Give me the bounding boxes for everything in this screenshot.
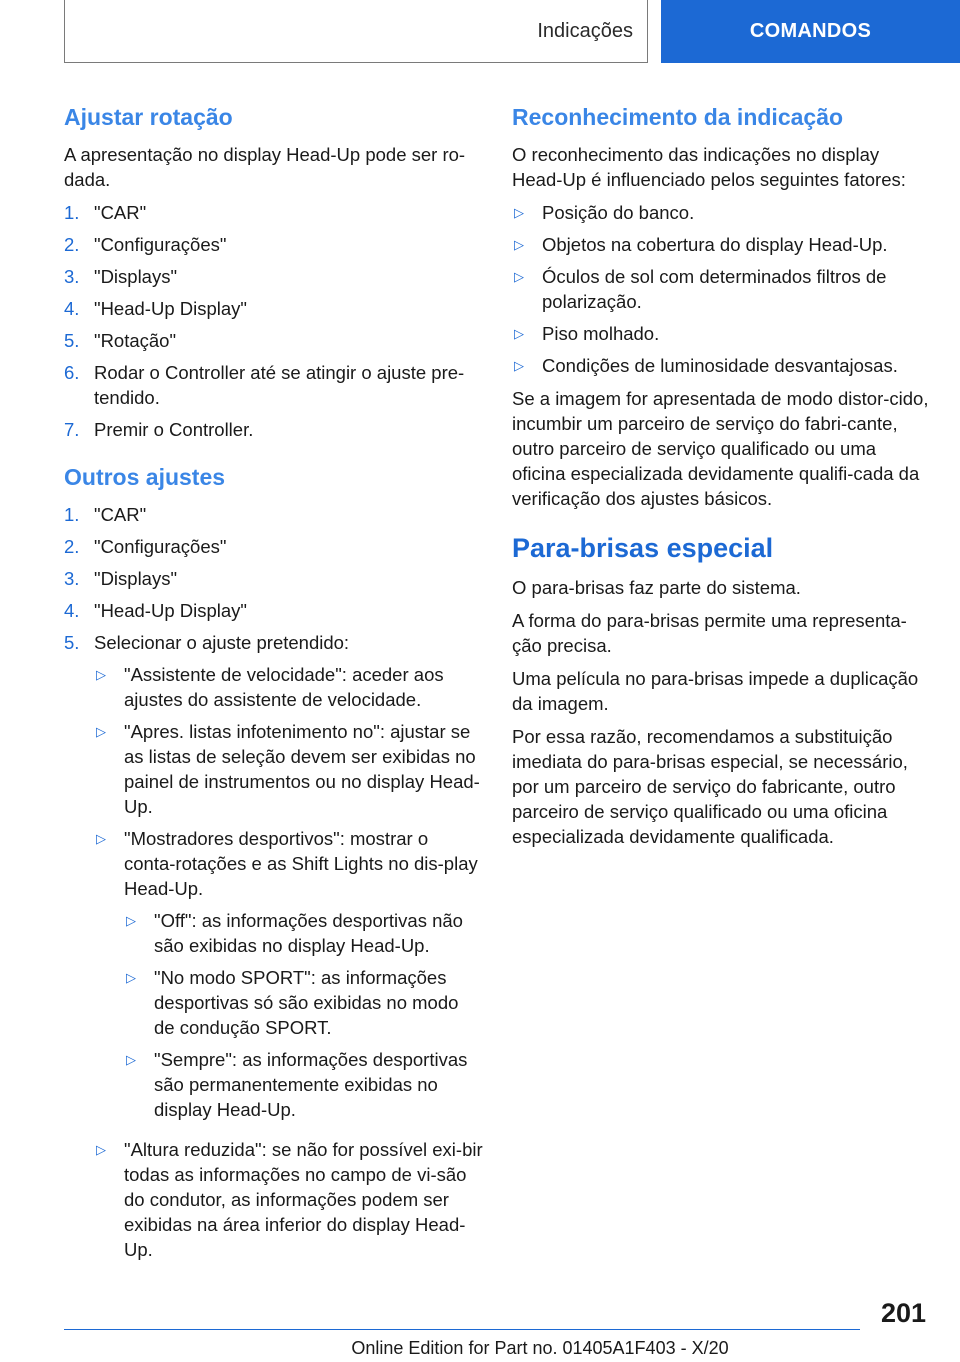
option-body bbox=[124, 826, 484, 1130]
footer-divider bbox=[64, 1329, 860, 1330]
list-item bbox=[124, 965, 484, 1040]
sport-options-list bbox=[124, 908, 484, 1122]
step-number: 2. bbox=[64, 234, 80, 255]
rotation-steps bbox=[64, 200, 484, 442]
other-settings-steps bbox=[64, 502, 484, 1270]
step-number: 6. bbox=[64, 362, 80, 383]
step-number: 3. bbox=[64, 266, 80, 287]
step-text: Premir o Controller. bbox=[94, 419, 254, 440]
factor-text: Óculos de sol com determinados filtros de polarização. bbox=[542, 266, 887, 312]
list-item bbox=[512, 353, 930, 378]
option-text: "Mostradores desportivos": mostrar o conta-rotações e as Shift Lights no dis-play Head-Up. bbox=[124, 828, 478, 899]
windshield-paragraph: A forma do para-brisas permite uma representa-ção precisa. bbox=[512, 610, 907, 656]
step-number: 2. bbox=[64, 536, 80, 557]
recognition-factors bbox=[512, 200, 930, 378]
step-number: 5. bbox=[64, 330, 80, 351]
option-text: "No modo SPORT": as informações desportivas só são exibidas no modo de condução SPORT. bbox=[154, 967, 459, 1038]
list-item bbox=[94, 662, 484, 712]
step-text: "Displays" bbox=[94, 266, 178, 287]
rotation-step bbox=[64, 264, 484, 289]
list-item bbox=[512, 200, 930, 225]
page-number: 201 bbox=[880, 1298, 926, 1328]
option-text: "Apres. listas infotenimento no": ajustar se as listas de seleção devem ser exibidas no painel de instrumentos ou no display Head-Up. bbox=[124, 721, 480, 817]
list-item bbox=[124, 1047, 484, 1122]
rotation-intro: A apresentação no display Head-Up pode ser ro-dada. bbox=[64, 144, 466, 190]
option-text: "Sempre": as informações desportivas são permanentemente exibidas no display Head-Up. bbox=[154, 1049, 468, 1120]
triangle-right-icon: ▷ bbox=[96, 667, 106, 682]
step-text: Rodar o Controller até se atingir o ajuste pre-tendido. bbox=[94, 362, 465, 408]
header-section-tab bbox=[64, 0, 648, 63]
footer-edition: Online Edition for Part no. 01405A1F403 - X/20 bbox=[351, 1338, 729, 1358]
step-text: "Head-Up Display" bbox=[94, 298, 247, 319]
step-number: 4. bbox=[64, 600, 80, 621]
list-item bbox=[512, 232, 930, 257]
triangle-right-icon: ▷ bbox=[514, 205, 524, 220]
recognition-intro: O reconhecimento das indicações no display Head-Up é influenciado pelos seguintes fatores: bbox=[512, 144, 906, 190]
step-number: 1. bbox=[64, 202, 80, 223]
step-text: "Configurações" bbox=[94, 234, 227, 255]
triangle-right-icon: ▷ bbox=[126, 913, 136, 928]
step-text: "Head-Up Display" bbox=[94, 600, 247, 621]
other-step bbox=[64, 502, 484, 527]
step-number: 1. bbox=[64, 504, 80, 525]
header-chapter-label: COMANDOS bbox=[749, 20, 872, 42]
other-step bbox=[64, 598, 484, 623]
other-step bbox=[64, 566, 484, 591]
rotation-step bbox=[64, 417, 484, 442]
factor-text: Condições de luminosidade desvantajosas. bbox=[542, 355, 898, 376]
header-chapter-tab bbox=[661, 0, 960, 63]
factor-text: Posição do banco. bbox=[542, 202, 695, 223]
right-column bbox=[512, 100, 930, 857]
step-number: 5. bbox=[64, 632, 80, 653]
left-column bbox=[64, 100, 484, 1278]
windshield-paragraph: Uma película no para-brisas impede a duplicação da imagem. bbox=[512, 668, 919, 714]
step-text: "Configurações" bbox=[94, 536, 227, 557]
triangle-right-icon: ▷ bbox=[96, 724, 106, 739]
triangle-right-icon: ▷ bbox=[514, 269, 524, 284]
step-text: "CAR" bbox=[94, 202, 147, 223]
step-text: "CAR" bbox=[94, 504, 147, 525]
rotation-step bbox=[64, 232, 484, 257]
windshield-heading: Para-brisas especial bbox=[512, 533, 774, 563]
step-number: 4. bbox=[64, 298, 80, 319]
option-text: "Off": as informações desportivas não são exibidas no display Head-Up. bbox=[154, 910, 463, 956]
rotation-step bbox=[64, 360, 484, 410]
step-text: "Rotação" bbox=[94, 330, 177, 351]
triangle-right-icon: ▷ bbox=[96, 1142, 106, 1157]
step-text: Selecionar o ajuste pretendido: bbox=[94, 632, 350, 653]
factor-text: Piso molhado. bbox=[542, 323, 660, 344]
list-item bbox=[512, 264, 930, 314]
other-step bbox=[64, 630, 484, 1270]
triangle-right-icon: ▷ bbox=[126, 970, 136, 985]
recognition-heading: Reconhecimento da indicação bbox=[512, 104, 844, 130]
step-body bbox=[94, 630, 484, 1270]
windshield-paragraph: Por essa razão, recomendamos a substituição imediata do para-brisas especial, se necessário, por um parceiro de serviço do fabricante, outro parceiro de serviço qualificado ou uma oficina especializada devidamente qualificada. bbox=[512, 726, 908, 847]
triangle-right-icon: ▷ bbox=[96, 831, 106, 846]
list-item bbox=[94, 826, 484, 1130]
header-section-label: Indicações bbox=[537, 19, 633, 42]
triangle-right-icon: ▷ bbox=[514, 237, 524, 252]
other-step bbox=[64, 534, 484, 559]
rotation-heading: Ajustar rotação bbox=[64, 104, 233, 130]
option-text: "Assistente de velocidade": aceder aos ajustes do assistente de velocidade. bbox=[124, 664, 444, 710]
factor-text: Objetos na cobertura do display Head-Up. bbox=[542, 234, 888, 255]
list-item bbox=[94, 719, 484, 819]
triangle-right-icon: ▷ bbox=[126, 1052, 136, 1067]
display-options-list bbox=[94, 662, 484, 1262]
step-text: "Displays" bbox=[94, 568, 178, 589]
windshield-paragraph: O para-brisas faz parte do sistema. bbox=[512, 577, 801, 598]
recognition-note: Se a imagem for apresentada de modo distor-cido, incumbir um parceiro de serviço do fabri-cante, outro parceiro de serviço qualificado ou uma oficina especializada devidamente qualifi-cada da verificação dos ajustes básicos. bbox=[512, 388, 929, 509]
option-text: "Altura reduzida": se não for possível exi-bir todas as informações no campo de vi-são do condutor, as informações podem ser exibidas na área inferior do display Head-Up. bbox=[124, 1139, 483, 1260]
list-item bbox=[124, 908, 484, 958]
list-item bbox=[94, 1137, 484, 1262]
step-number: 7. bbox=[64, 419, 80, 440]
step-number: 3. bbox=[64, 568, 80, 589]
rotation-step bbox=[64, 328, 484, 353]
rotation-step bbox=[64, 296, 484, 321]
other-settings-heading: Outros ajustes bbox=[64, 464, 226, 490]
list-item bbox=[512, 321, 930, 346]
triangle-right-icon: ▷ bbox=[514, 326, 524, 341]
rotation-step bbox=[64, 200, 484, 225]
triangle-right-icon: ▷ bbox=[514, 358, 524, 373]
